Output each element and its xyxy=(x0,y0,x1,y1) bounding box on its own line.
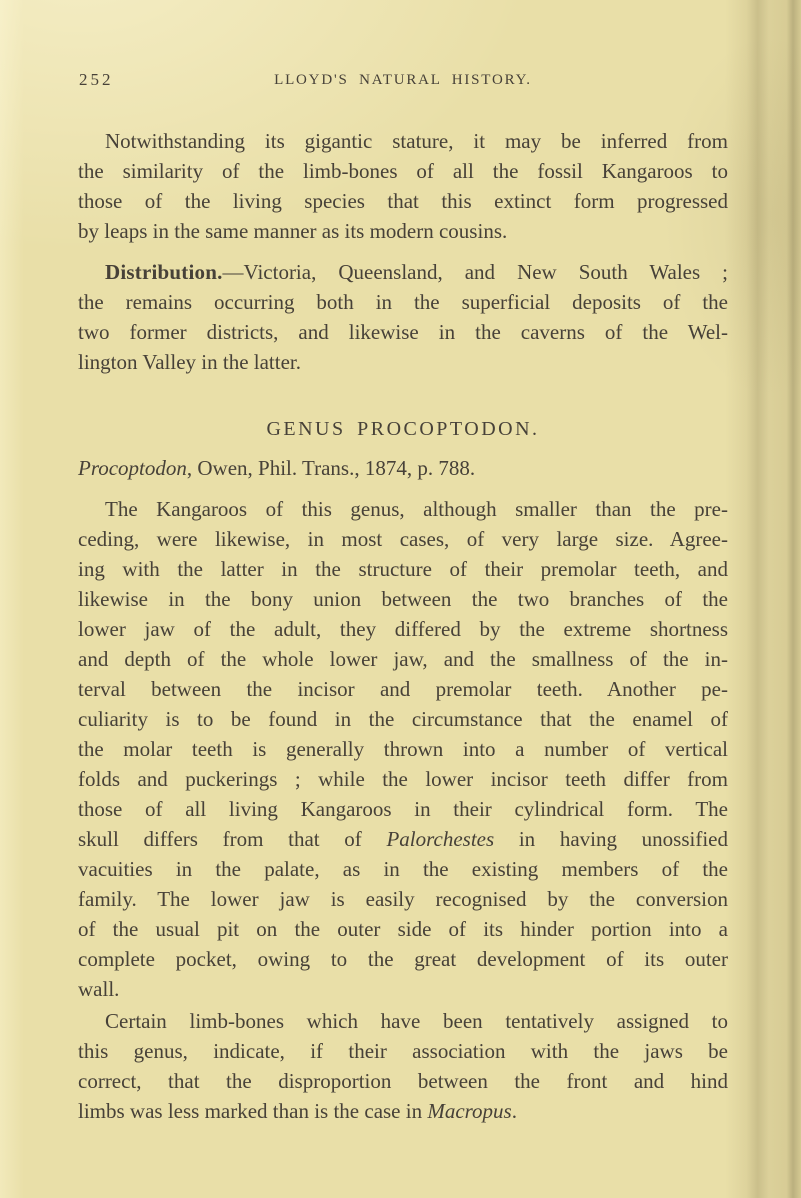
text-line: correct, that the disproportion between the front and hind xyxy=(78,1069,728,1093)
text-line: vacuities in the palate, as in the existing members of the xyxy=(78,857,728,881)
italic-run: Procoptodon xyxy=(78,456,187,480)
text-line: culiarity is to be found in the circumstance that the enamel of xyxy=(78,707,728,731)
paragraph xyxy=(78,257,728,377)
text-line: and depth of the whole lower jaw, and the smallness of the in- xyxy=(78,647,728,671)
text-line: likewise in the bony union between the two branches of the xyxy=(78,587,728,611)
paragraph xyxy=(78,1006,728,1126)
paragraph xyxy=(78,126,728,246)
text-line: folds and puckerings ; while the lower incisor teeth differ from xyxy=(78,767,728,791)
text-line: Distribution.—Victoria, Queensland, and New South Wales ; xyxy=(105,260,728,284)
page-body xyxy=(78,0,728,1198)
text-line: wall. xyxy=(78,977,120,1001)
text-line: ing with the latter in the structure of their premolar teeth, and xyxy=(78,557,728,581)
paragraph xyxy=(78,494,728,1004)
text-line: family. The lower jaw is easily recognised by the conversion xyxy=(78,887,728,911)
text-line: by leaps in the same manner as its modern cousins. xyxy=(78,219,508,243)
text-line: limbs was less marked than is the case in Macropus. xyxy=(78,1099,517,1123)
italic-run: Macropus xyxy=(427,1099,512,1123)
text-line: The Kangaroos of this genus, although smaller than the pre- xyxy=(105,497,728,521)
text-line: Notwithstanding its gigantic stature, it may be inferred from xyxy=(105,129,728,153)
bold-run: Distribution. xyxy=(105,260,223,284)
genus-heading: GENUS PROCOPTODON. xyxy=(266,418,540,440)
page-number: 252 xyxy=(79,70,114,89)
text-line: terval between the incisor and premolar teeth. Another pe- xyxy=(78,677,728,701)
text-line: complete pocket, owing to the great development of its outer xyxy=(78,947,728,971)
text-line: the similarity of the limb-bones of all the fossil Kangaroos to xyxy=(78,159,728,183)
text-line: Certain limb-bones which have been tentatively assigned to xyxy=(105,1009,728,1033)
text-line: those of all living Kangaroos in their cylindrical form. The xyxy=(78,797,728,821)
italic-run: Palorchestes xyxy=(386,827,495,851)
running-header-title: LLOYD'S NATURAL HISTORY. xyxy=(274,72,532,88)
text-line: ceding, were likewise, in most cases, of very large size. Agree- xyxy=(78,527,728,551)
text-column xyxy=(78,0,728,1198)
text-line: the remains occurring both in the superficial deposits of the xyxy=(78,290,728,314)
text-line: this genus, indicate, if their association with the jaws be xyxy=(78,1039,728,1063)
text-line: the molar teeth is generally thrown into a number of vertical xyxy=(78,737,728,761)
text-line: of the usual pit on the outer side of its hinder portion into a xyxy=(78,917,728,941)
text-line: those of the living species that this extinct form progressed xyxy=(78,189,728,213)
text-line: two former districts, and likewise in the caverns of the Wel- xyxy=(78,320,728,344)
text-line: lower jaw of the adult, they differed by the extreme shortness xyxy=(78,617,728,641)
text-line: lington Valley in the latter. xyxy=(78,350,301,374)
reference-line: Procoptodon, Owen, Phil. Trans., 1874, p. 788. xyxy=(78,456,476,480)
text-line: skull differs from that of Palorchestes in having unossified xyxy=(78,827,728,851)
